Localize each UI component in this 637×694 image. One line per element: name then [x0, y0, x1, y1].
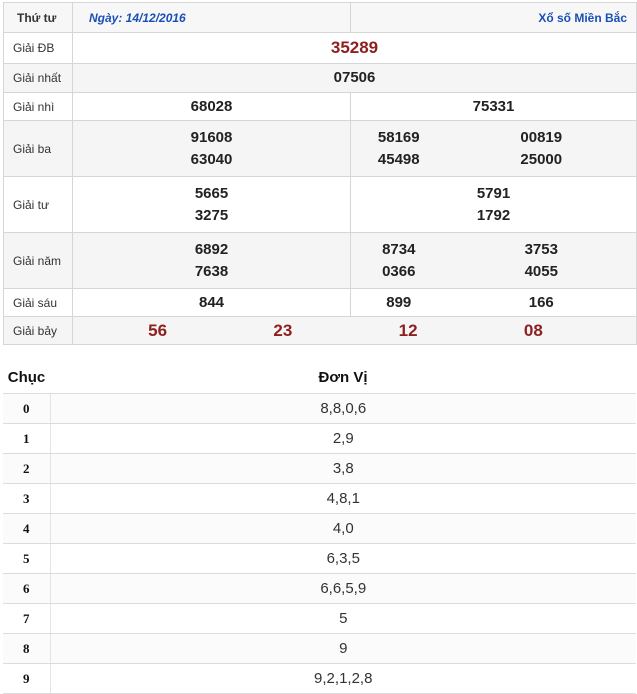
prize-number: 91608	[190, 128, 233, 146]
results-header-row	[4, 3, 637, 33]
loto-row	[3, 454, 636, 484]
prize-number: 5665	[194, 184, 229, 202]
draw-date: Ngày: 14/12/2016	[73, 3, 351, 33]
results-table	[3, 2, 637, 345]
prize-number: 75331	[472, 97, 515, 115]
prize-number: 25000	[520, 150, 563, 168]
loto-head-digit: 8	[3, 634, 50, 664]
loto-row	[3, 604, 636, 634]
weekday-label: Thứ tư	[4, 3, 73, 33]
prize-number: 3275	[194, 206, 229, 224]
loto-row	[3, 394, 636, 424]
loto-tail-digits: 3,8	[50, 454, 636, 484]
prize-label: Giải sáu	[4, 289, 73, 317]
prize-number: 07506	[333, 69, 376, 86]
loto-head-digit: 7	[3, 604, 50, 634]
prize-row-tu	[4, 177, 637, 233]
prize-row-nhi	[4, 93, 637, 121]
prize-number: 4055	[524, 262, 558, 280]
prize-number: 0366	[382, 262, 416, 280]
loto-head-digit: 3	[3, 484, 50, 514]
prize-number: 5791	[476, 184, 511, 202]
loto-tail-column-title: Đơn Vị	[50, 361, 636, 394]
loto-head-column-title: Chục	[3, 361, 50, 394]
prize-row-bay	[4, 317, 637, 345]
prize-label: Giải nhất	[4, 64, 73, 93]
prize-row-nhat	[4, 64, 637, 93]
prize-number: 63040	[190, 150, 233, 168]
region-title: Xổ số Miền Bắc	[351, 3, 637, 33]
prize-number: 45498	[377, 150, 420, 168]
prize-label: Giải bảy	[4, 317, 73, 345]
loto-tail-digits: 9,2,1,2,8	[50, 664, 636, 694]
loto-head-digit: 2	[3, 454, 50, 484]
prize-number: 166	[528, 293, 554, 311]
prize-number: 58169	[377, 128, 420, 146]
loto-row	[3, 544, 636, 574]
prize-number: 7638	[194, 262, 229, 280]
prize-number: 8734	[382, 240, 416, 258]
prize-label: Giải ba	[4, 121, 73, 177]
loto-head-digit: 5	[3, 544, 50, 574]
prize-row-nam	[4, 233, 637, 289]
prize-number: 56	[148, 320, 168, 340]
loto-row	[3, 484, 636, 514]
prize-row-ba	[4, 121, 637, 177]
prize-number: 844	[198, 293, 225, 311]
prize-label: Giải tư	[4, 177, 73, 233]
prize-number: 899	[386, 293, 412, 311]
loto-head-digit: 9	[3, 664, 50, 694]
prize-row-db	[4, 33, 637, 64]
prize-label: Giải ĐB	[4, 33, 73, 64]
loto-tail-digits: 6,6,5,9	[50, 574, 636, 604]
prize-number: 23	[273, 320, 293, 340]
loto-row	[3, 574, 636, 604]
loto-row	[3, 424, 636, 454]
loto-row	[3, 664, 636, 694]
prize-number: 1792	[476, 206, 511, 224]
loto-head-digit: 6	[3, 574, 50, 604]
prize-number: 00819	[520, 128, 563, 146]
loto-row	[3, 514, 636, 544]
prize-number: 6892	[194, 240, 229, 258]
prize-label: Giải năm	[4, 233, 73, 289]
loto-head-digit: 1	[3, 424, 50, 454]
loto-tail-digits: 8,8,0,6	[50, 394, 636, 424]
loto-head-digit: 0	[3, 394, 50, 424]
loto-tail-digits: 9	[50, 634, 636, 664]
loto-tail-digits: 2,9	[50, 424, 636, 454]
prize-row-sau	[4, 289, 637, 317]
prize-number: 08	[523, 320, 543, 340]
loto-row	[3, 634, 636, 664]
prize-number: 3753	[524, 240, 558, 258]
loto-tail-digits: 4,0	[50, 514, 636, 544]
loto-tail-digits: 6,3,5	[50, 544, 636, 574]
loto-header-row	[3, 361, 636, 394]
prize-number: 12	[398, 320, 418, 340]
prize-number: 35289	[330, 38, 379, 57]
loto-head-digit: 4	[3, 514, 50, 544]
prize-number: 68028	[190, 97, 233, 115]
loto-tail-digits: 4,8,1	[50, 484, 636, 514]
prize-label: Giải nhì	[4, 93, 73, 121]
loto-tail-digits: 5	[50, 604, 636, 634]
loto-table	[3, 361, 636, 694]
